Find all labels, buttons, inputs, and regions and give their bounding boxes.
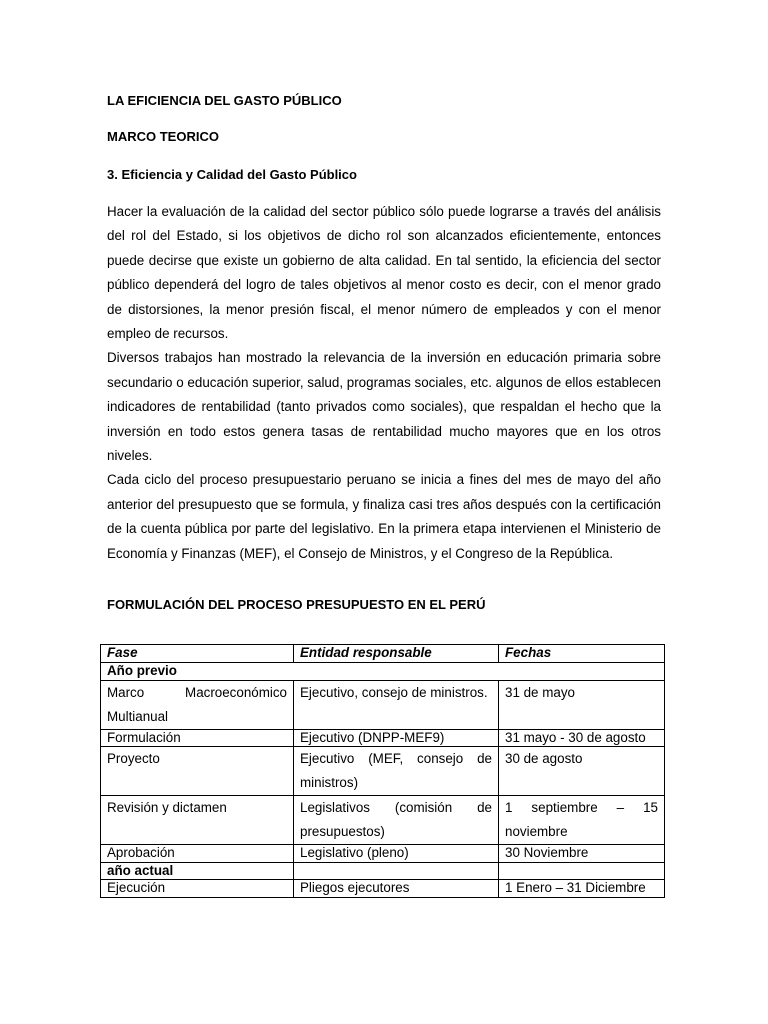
column-header-fechas: Fechas (499, 645, 665, 663)
cell-entidad: Pliegos ejecutores (294, 880, 499, 898)
table-row (101, 729, 665, 747)
body-text (107, 200, 661, 566)
table-group-row (101, 862, 665, 880)
cell-entidad: Legislativos (comisión de presupuestos) (294, 796, 499, 845)
cell-text: Marco Macroeconómico Multianual (107, 684, 287, 724)
paragraph: Diversos trabajos han mostrado la relevancia de la inversión en educación primaria sobre secundario o educación superior, salud, programas sociales, etc. algunos de ellos establecen indicadores de rentabilidad (tanto privados como sociales), que respaldan el hecho que la inversión en todo estos genera tasas de rentabilidad mucho mayores que en los otros niveles. (107, 350, 661, 464)
document-title: LA EFICIENCIA DEL GASTO PÚBLICO (107, 93, 342, 108)
column-header-entidad: Entidad responsable (294, 645, 499, 663)
cell-fechas: 30 de agosto (499, 747, 665, 796)
group-label-current: año actual (101, 862, 294, 880)
cell-fase: Aprobación (101, 845, 294, 863)
paragraph: Hacer la evaluación de la calidad del sector público sólo puede lograrse a través del análisis del rol del Estado, si los objetivos de dicho rol son alcanzados eficientemente, entonces puede decirse que existe un gobierno de alta calidad. En tal sentido, la eficiencia del sector público dependerá del logro de tales objetivos al menor costo es decir, con el menor grado de distorsiones, la menor presión fiscal, el menor número de empleados y con el menor empleo de recursos. (107, 204, 661, 342)
document-subtitle: MARCO TEORICO (107, 129, 219, 144)
cell-fechas: 31 mayo - 30 de agosto (499, 729, 665, 747)
cell-fase: Ejecución (101, 880, 294, 898)
empty-cell (294, 862, 499, 880)
empty-cell (499, 862, 665, 880)
cell-fechas (499, 680, 665, 729)
cell-fase: Formulación (101, 729, 294, 747)
group-label-previous: Año previo (101, 663, 665, 681)
cell-fechas: 30 Noviembre (499, 845, 665, 863)
cell-fase (101, 680, 294, 729)
section-heading: 3. Eficiencia y Calidad del Gasto Público (107, 167, 357, 182)
cell-fechas: 1 septiembre – 15 noviembre (499, 796, 665, 845)
cell-fase: Revisión y dictamen (101, 796, 294, 845)
cell-entidad: Ejecutivo (MEF, consejo de ministros) (294, 747, 499, 796)
cell-entidad (294, 680, 499, 729)
column-header-fase: Fase (101, 645, 294, 663)
cell-text: 31 de mayo (505, 684, 575, 700)
cell-fase: Proyecto (101, 747, 294, 796)
table-row (101, 680, 665, 729)
paragraph: Cada ciclo del proceso presupuestario peruano se inicia a fines del mes de mayo del año anterior del presupuesto que se formula, y finaliza casi tres años después con la certificación de la cuenta pública por parte del legislativo. En la primera etapa intervienen el Ministerio de Economía y Finanzas (MEF), el Consejo de Ministros, y el Congreso de la República. (107, 472, 661, 561)
cell-entidad: Legislativo (pleno) (294, 845, 499, 863)
table-heading: FORMULACIÓN DEL PROCESO PRESUPUESTO EN EL PERÚ (107, 597, 486, 612)
table-group-row (101, 663, 665, 681)
budget-process-table (100, 644, 665, 898)
cell-entidad: Ejecutivo (DNPP-MEF9) (294, 729, 499, 747)
table-row (101, 747, 665, 796)
table-row (101, 880, 665, 898)
table-header-row (101, 645, 665, 663)
cell-fechas: 1 Enero – 31 Diciembre (499, 880, 665, 898)
cell-text: Ejecutivo, consejo de ministros. (300, 684, 488, 700)
table-row (101, 845, 665, 863)
table-row (101, 796, 665, 845)
